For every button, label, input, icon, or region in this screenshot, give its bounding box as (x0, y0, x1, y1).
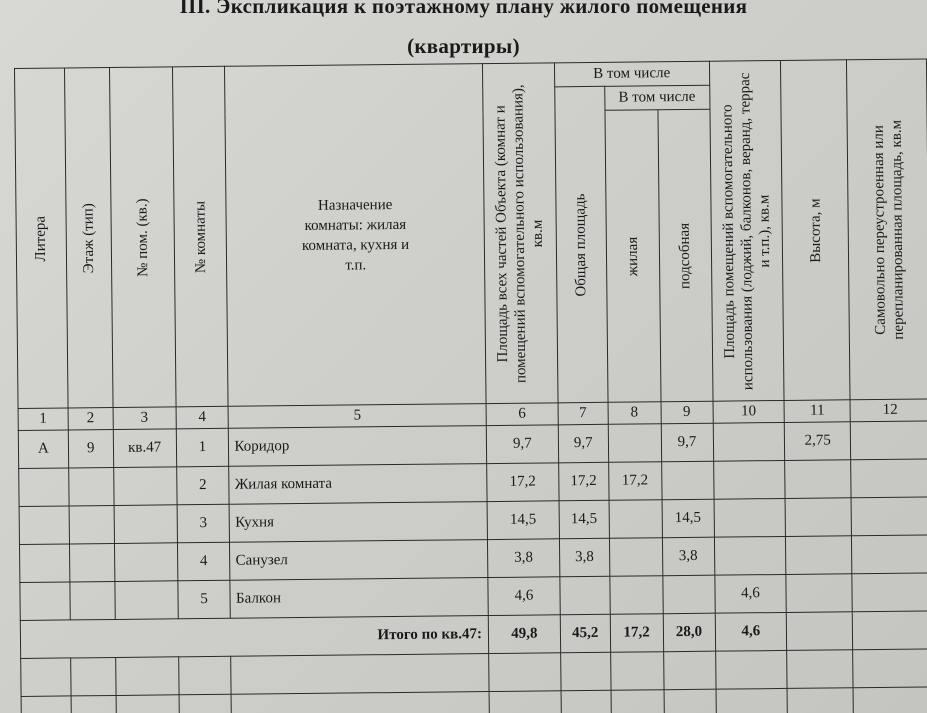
cell-room-name: Балкон (230, 578, 488, 619)
cell-living (610, 576, 663, 615)
column-number: 3 (113, 407, 176, 430)
cell-room-name: Кухня (230, 502, 488, 543)
cell-unauthorized (852, 535, 927, 574)
cell-premise (114, 543, 177, 582)
cell-height (786, 536, 852, 575)
cell-room: 1 (176, 428, 229, 467)
cell-floor: 9 (68, 429, 113, 467)
cell-floor (69, 505, 114, 543)
cell-height (786, 574, 852, 613)
cell-aux-premises (713, 460, 785, 499)
cell-litera (20, 582, 70, 621)
explication-table (14, 58, 927, 713)
cell-premise (113, 467, 176, 506)
cell-auxiliary: 14,5 (662, 499, 714, 538)
total-height (787, 612, 853, 651)
cell-height (785, 498, 851, 537)
column-number: 8 (608, 402, 661, 425)
cell-total-area: 17,2 (558, 462, 608, 501)
cell-room: 4 (177, 542, 230, 581)
column-number: 4 (176, 406, 229, 429)
cell-premise (115, 581, 178, 620)
cell-premise (114, 505, 177, 544)
cell-auxiliary (661, 461, 713, 500)
cell-floor (69, 467, 114, 505)
cell-area-all: 4,6 (488, 577, 560, 616)
total-living: 17,2 (610, 614, 663, 653)
header-total-area-all: Площадь всех частей Объекта (комнат и помещений вспомогательного использования), кв.м (482, 63, 557, 404)
cell-area-all: 14,5 (487, 501, 559, 540)
cell-room-name: Коридор (229, 426, 487, 467)
cell-floor (69, 543, 114, 581)
cell-litera (19, 468, 69, 507)
cell-premise: кв.47 (113, 429, 176, 468)
cell-area-all: 9,7 (486, 425, 558, 464)
cell-auxiliary: 9,7 (661, 423, 713, 462)
cell-living (609, 538, 662, 577)
cell-total-area: 9,7 (558, 424, 608, 463)
total-area-all: 49,8 (488, 615, 560, 654)
cell-floor (70, 581, 115, 619)
cell-litera (19, 506, 69, 545)
cell-litera (19, 544, 69, 583)
cell-auxiliary: 3,8 (662, 537, 714, 576)
cell-living (608, 424, 661, 463)
cell-area-all: 3,8 (487, 539, 559, 578)
cell-unauthorized (852, 573, 927, 612)
header-auxiliary: подсобная (658, 109, 713, 402)
header-including-sub: В том числе (604, 85, 709, 110)
document-title: III. Экспликация к поэтажному плану жилого помещения (179, 0, 748, 18)
cell-room-name: Жилая комната (229, 464, 487, 505)
cell-living (609, 500, 662, 539)
column-number: 6 (486, 403, 558, 426)
cell-room: 2 (176, 466, 229, 505)
cell-auxiliary (662, 575, 714, 614)
document-subtitle: (квартиры) (407, 34, 520, 58)
cell-height: 2,75 (785, 422, 851, 461)
column-number: 7 (558, 402, 608, 425)
cell-total-area: 3,8 (559, 538, 609, 577)
header-living: жилая (605, 110, 661, 403)
cell-room-name: Санузел (230, 540, 488, 581)
cell-total-area: 14,5 (559, 500, 609, 539)
header-room-no: № комнаты (172, 66, 228, 407)
total-label: Итого по кв.47: (20, 616, 488, 659)
cell-room: 3 (177, 504, 230, 543)
cell-unauthorized (851, 459, 927, 498)
column-number: 9 (661, 401, 713, 424)
cell-room: 5 (177, 580, 230, 619)
column-number: 5 (228, 404, 486, 429)
column-number: 10 (713, 400, 785, 423)
cell-height (785, 460, 851, 499)
header-purpose: Назначение комнаты: жилая комната, кухня и т.п. (225, 64, 486, 407)
cell-aux-premises: 4,6 (714, 574, 786, 613)
column-number: 11 (784, 400, 850, 423)
cell-living: 17,2 (608, 462, 661, 501)
header-premise-no: № пом. (кв.) (109, 67, 175, 408)
header-total-area: Общая площадь (555, 86, 608, 403)
total-unauthorized (852, 611, 927, 650)
header-floor: Этаж (тип) (64, 68, 112, 408)
header-including: В том числе (554, 61, 709, 87)
cell-total-area (560, 576, 610, 615)
cell-unauthorized (851, 497, 927, 536)
total-aux-premises: 4,6 (715, 612, 787, 651)
cell-unauthorized (850, 421, 927, 460)
header-height: Высота, м (781, 60, 850, 401)
total-total-area: 45,2 (560, 614, 610, 653)
column-number: 1 (18, 408, 68, 431)
header-litera: Литера (15, 68, 68, 409)
header-unauthorized: Самовольно переустроенная или перепланированная площадь, кв.м (847, 59, 927, 400)
cell-aux-premises (714, 498, 786, 537)
cell-area-all: 17,2 (487, 463, 559, 502)
cell-aux-premises (714, 536, 786, 575)
cell-aux-premises (713, 422, 785, 461)
header-aux-premises-area: Площадь помещений вспомогательного использования (лоджий, балконов, веранд, террас и т.п.), кв.м (709, 60, 784, 401)
column-number: 12 (850, 399, 927, 422)
cell-litera: А (18, 430, 68, 469)
column-number: 2 (68, 407, 113, 429)
total-auxiliary: 28,0 (663, 613, 715, 652)
